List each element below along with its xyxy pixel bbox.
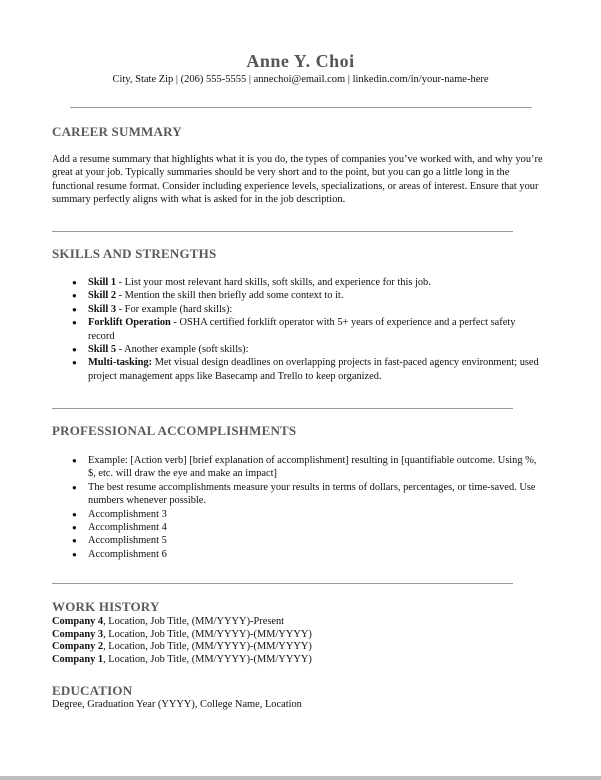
skill-text: - Another example (soft skills): (116, 344, 249, 356)
list-item: ● Accomplishment 5 (52, 534, 540, 547)
skills-list (52, 276, 540, 383)
skill-label: Forklift Operation (88, 317, 171, 329)
section-divider (52, 583, 513, 584)
work-history-heading: WORK HISTORY (52, 599, 160, 614)
skill-text: - Mention the skill then briefly add some context to it. (116, 290, 344, 302)
company-name: Company 2 (52, 641, 104, 653)
skill-label: Skill 2 (88, 290, 117, 302)
list-item: ● The best resume accomplishments measure your results in terms of dollars, percentages, or time-saved. Use numbers whenever possible. (52, 481, 540, 508)
job-details: , Location, Job Title, (MM/YYYY)-Present (103, 616, 285, 627)
list-item (52, 276, 540, 289)
skill-text: - OSHA certified forklift operator with 5+ years of experience and a perfect safety record (88, 317, 516, 342)
education-heading: EDUCATION (52, 683, 133, 698)
education-text: Degree, Graduation Year (YYYY), College Name, Location (52, 699, 302, 710)
company-name: Company 3 (52, 628, 104, 640)
list-item: ● Accomplishment 6 (52, 548, 540, 561)
job-details: , Location, Job Title, (MM/YYYY)-(MM/YYYY) (103, 654, 312, 666)
list-item (52, 316, 540, 343)
section-divider (52, 231, 513, 232)
section-divider (52, 408, 513, 409)
skill-label: Skill 3 (88, 303, 117, 315)
candidate-name: Anne Y. Choi (246, 51, 355, 71)
career-summary-text: Add a resume summary that highlights what it is you do, the types of companies you’ve worked with, and why you’re great at your job. Typically summaries should be very short and to the point, but you can go a little long in the functional resume format. Consider including experience levels, specializations, or areas of interest. Ensure that your summary perfectly aligns with what is asked for in the job description. (52, 154, 543, 205)
skill-text: Met visual design deadlines on overlapping projects in fast-paced agency environment; used project management apps like Basecamp and Trello to keep organized. (88, 357, 539, 382)
list-item: ● Accomplishment 3 (52, 508, 540, 521)
skill-text: - For example (hard skills): (116, 303, 233, 315)
skill-label: Multi-tasking: (88, 357, 153, 369)
list-item (52, 303, 540, 316)
page-bottom-edge (0, 776, 601, 780)
list-item (52, 641, 312, 654)
skills-heading: SKILLS AND STRENGTHS (52, 246, 217, 261)
skill-text: - List your most relevant hard skills, soft skills, and experience for this job. (116, 277, 431, 288)
skill-label: Skill 1 (88, 277, 117, 288)
list-item (52, 654, 312, 667)
skill-label: Skill 5 (88, 344, 117, 356)
job-details: , Location, Job Title, (MM/YYYY)-(MM/YYYY) (103, 628, 312, 640)
contact-line: City, State Zip | (206) 555-5555 | annechoi@email.com | linkedin.com/in/your-name-here (112, 74, 489, 85)
company-name: Company 1 (52, 654, 104, 666)
accomplishments-list (52, 454, 540, 561)
career-summary-heading: CAREER SUMMARY (52, 124, 182, 139)
company-name: Company 4 (52, 616, 104, 627)
header-divider (70, 107, 532, 108)
work-history-list (52, 616, 312, 667)
list-item (52, 616, 312, 629)
list-item (52, 343, 540, 356)
list-item: ● Accomplishment 4 (52, 521, 540, 534)
list-item (52, 629, 312, 642)
job-details: , Location, Job Title, (MM/YYYY)-(MM/YYYY) (103, 641, 312, 653)
list-item (52, 356, 540, 383)
accomplishments-heading: PROFESSIONAL ACCOMPLISHMENTS (52, 423, 297, 438)
list-item (52, 289, 540, 302)
list-item: ● Example: [Action verb] [brief explanation of accomplishment] resulting in [quantifiable outcome. Using %, $, etc. will draw the eye and make an impact] (52, 454, 540, 481)
